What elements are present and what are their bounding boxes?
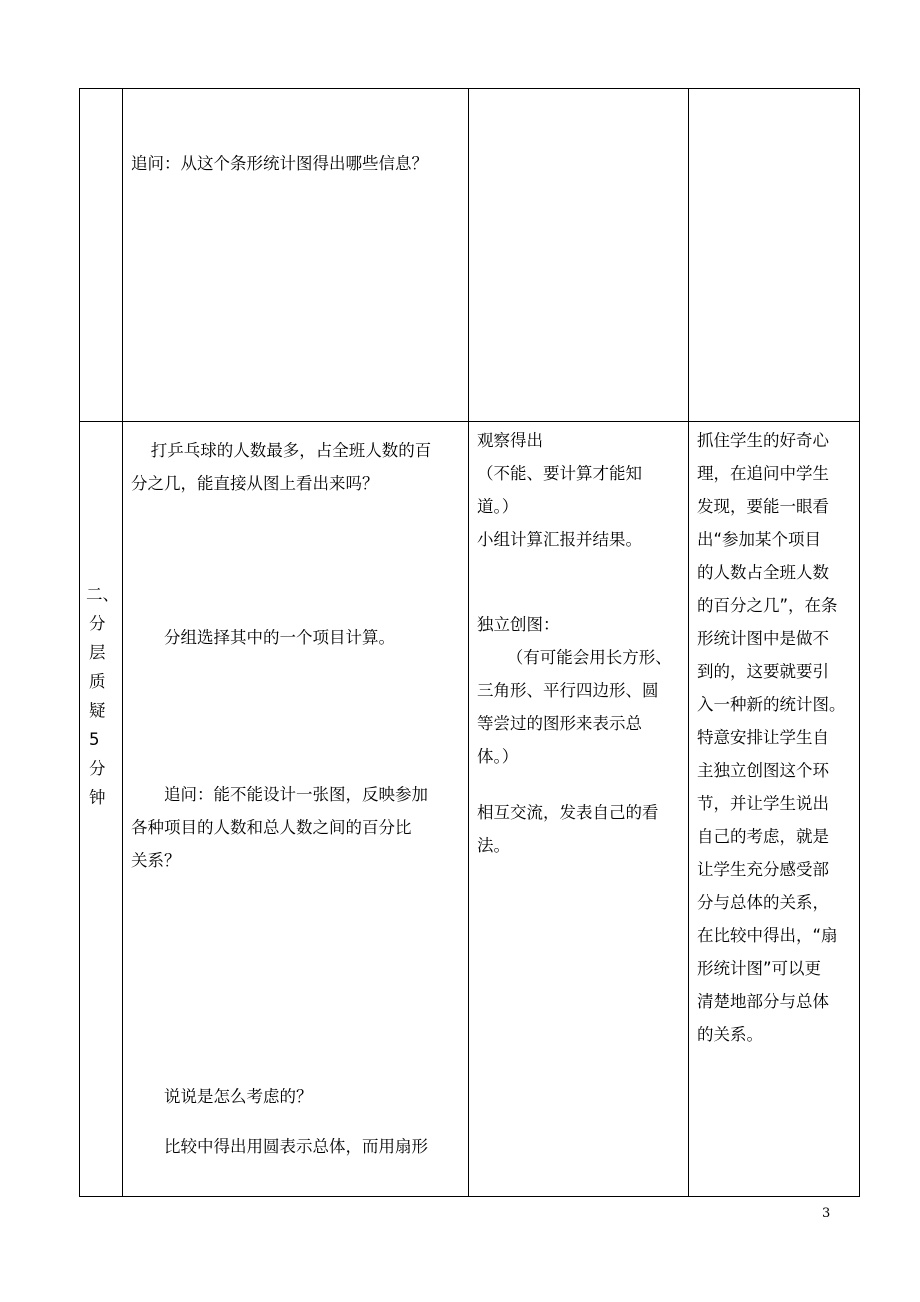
text-line: 出“参加某个项目 [697, 530, 822, 549]
text-line: 相互交流，发表自己的看 [477, 803, 659, 822]
text-line: 自己的考虑，就是 [697, 827, 829, 846]
student-activity-cell [469, 89, 689, 422]
student-paragraph [477, 424, 683, 556]
student-paragraph [477, 796, 683, 862]
text-line: 独立创图： [477, 615, 560, 634]
page-number: 3 [822, 1206, 831, 1221]
student-activity-cell [469, 422, 689, 1197]
text-line: 的百分之几”，在条 [697, 596, 838, 615]
text-line: 特意安排让学生自 [697, 728, 829, 747]
phase-char: 分 [89, 759, 106, 778]
phase-char: 层 [89, 643, 106, 662]
phase-char: 钟 [89, 788, 106, 807]
text-line: 体。） [477, 747, 519, 766]
lesson-plan-table [79, 88, 860, 1197]
text-line: 的人数占全班人数 [697, 563, 829, 582]
text-line: 到的，这要就要引 [697, 662, 829, 681]
text-line: 在比较中得出，“扇 [697, 926, 838, 945]
teacher-paragraph [131, 621, 463, 654]
phase-cell [80, 89, 123, 422]
text-line: 理，在追问中学生 [697, 464, 829, 483]
table-row [80, 422, 860, 1197]
text-line: （不能、要计算才能知 [477, 464, 642, 483]
teacher-activity-cell [123, 422, 469, 1197]
text-line: 分与总体的关系， [697, 893, 829, 912]
text-line: 观察得出 [477, 431, 543, 450]
text-line: 的关系。 [697, 1025, 763, 1044]
text-line: 追问：能不能设计一张图，反映参加 [164, 785, 428, 804]
text-line: 入一种新的统计图。 [697, 695, 846, 714]
phase-char: 质 [89, 672, 106, 691]
student-paragraph [477, 608, 683, 773]
text-line: 关系？ [131, 851, 181, 870]
text-line: 说说是怎么考虑的？ [164, 1087, 313, 1106]
text-line: 形统计图”可以更 [697, 959, 822, 978]
teacher-activity-cell [123, 89, 469, 422]
teacher-paragraph [131, 1130, 463, 1163]
text-line: 等尝过的图形来表示总 [477, 714, 642, 733]
text-line: （有可能会用长方形、 [506, 648, 672, 667]
phase-label [86, 580, 118, 812]
phase-char: 二、 [86, 585, 119, 604]
design-paragraph [697, 424, 855, 1051]
text-line: 清楚地部分与总体 [697, 992, 829, 1011]
text-line: 抓住学生的好奇心 [697, 431, 829, 450]
teacher-paragraph [131, 434, 463, 500]
text-line: 打乒乓球的人数最多，占全班人数的百 [150, 441, 432, 460]
text-line: 形统计图中是做不 [697, 629, 829, 648]
text-line: 三角形、平行四边形、圆 [477, 681, 659, 700]
design-intent-cell [689, 422, 860, 1197]
design-intent-cell [689, 89, 860, 422]
text-line: 主独立创图这个环 [697, 761, 829, 780]
teacher-paragraph [131, 778, 463, 877]
teacher-paragraph [131, 1080, 463, 1113]
text-line: 让学生充分感受部 [697, 860, 829, 879]
phase-char: 5 [89, 730, 100, 749]
table-row [80, 89, 860, 422]
phase-char: 分 [89, 614, 106, 633]
text-line: 比较中得出用圆表示总体，而用扇形 [164, 1137, 428, 1156]
text-line: 小组计算汇报并结果。 [477, 530, 642, 549]
phase-cell [80, 422, 123, 1197]
text-line: 法。 [477, 836, 510, 855]
text-line: 道。） [477, 497, 519, 516]
text-line: 各种项目的人数和总人数之间的百分比 [131, 818, 412, 837]
follow-up-question: 追问：从这个条形统计图得出哪些信息？ [131, 154, 428, 173]
text-line: 节，并让学生说出 [697, 794, 829, 813]
text-line: 分之几，能直接从图上看出来吗？ [131, 474, 379, 493]
text-line: 发现，要能一眼看 [697, 497, 829, 516]
phase-char: 疑 [89, 701, 106, 720]
text-line: 分组选择其中的一个项目计算。 [164, 628, 395, 647]
